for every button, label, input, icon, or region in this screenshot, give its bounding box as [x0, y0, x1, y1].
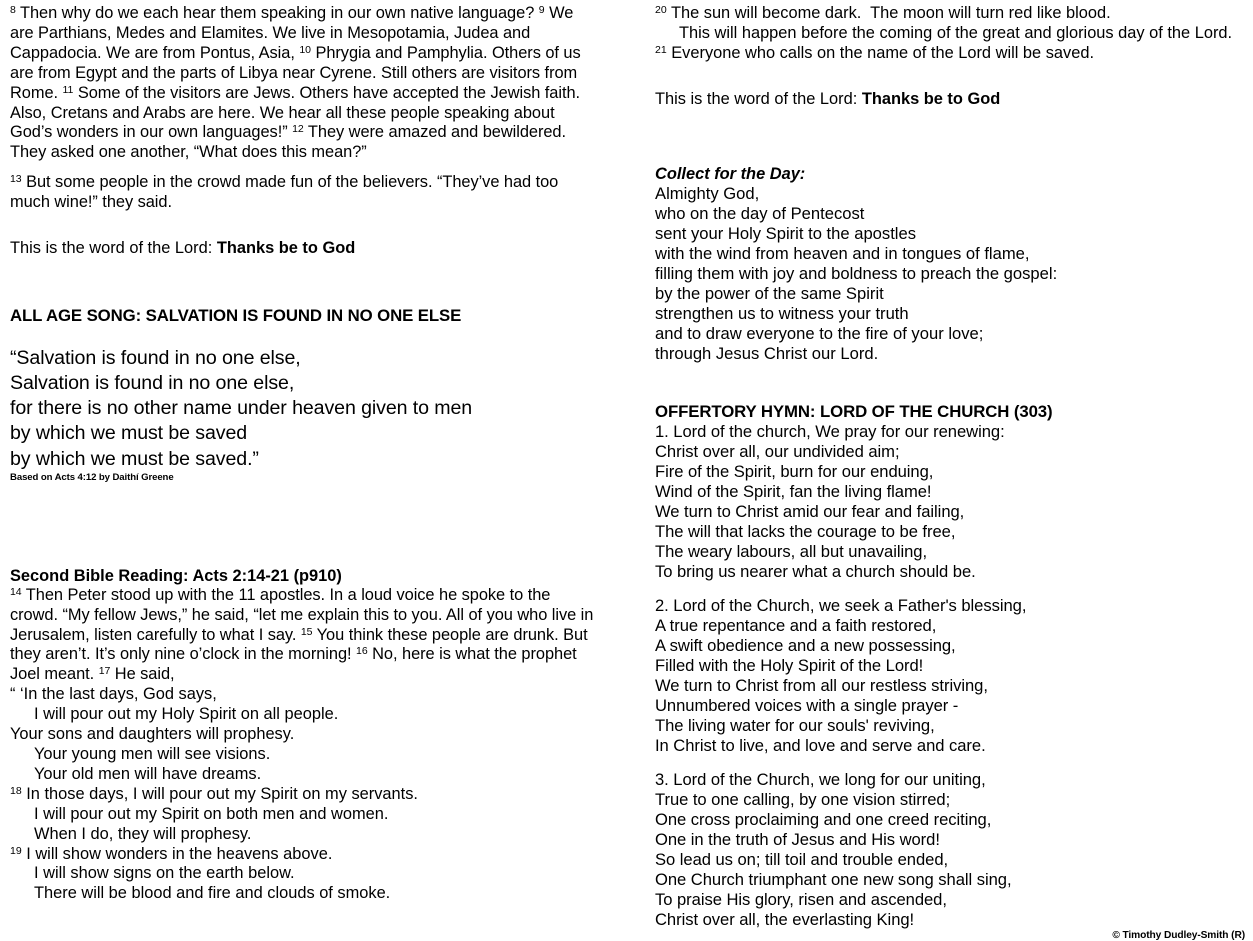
spacer — [10, 163, 600, 173]
spacer — [655, 394, 1245, 402]
collect-line: filling them with joy and boldness to preach the gospel: — [655, 264, 1058, 284]
hymn-line: One in the truth of Jesus and His word! — [655, 830, 940, 850]
hymn-line: The will that lacks the courage to be free, — [655, 522, 956, 542]
verse-number: 13 — [10, 173, 22, 186]
acts-reading-paragraph-13: $^{13}$ But some people in the crowd made fun of the believers. “They’ve had too much wine!” they said. — [10, 173, 559, 212]
collect-line: by the power of the same Spirit — [655, 284, 884, 304]
response-lead-text: This is the word of the Lord: — [10, 239, 217, 258]
verse-number: 21 — [655, 43, 667, 56]
spacer — [655, 364, 1245, 394]
spacer — [655, 582, 1245, 596]
scripture-verse-line: I will pour out my Spirit on both men and women. — [34, 804, 389, 823]
scripture-verse-line: I will show signs on the earth below. — [34, 864, 295, 883]
response-lead-text: This is the word of the Lord: — [655, 90, 862, 109]
spacer — [655, 156, 1245, 164]
scripture-verse-line: Your old men will have dreams. — [34, 764, 262, 783]
scripture-verse-line: When I do, they will prophesy. — [34, 824, 252, 843]
hymn-line: The living water for our souls' reviving, — [655, 716, 935, 736]
scripture-verse-line: There will be blood and fire and clouds of smoke. — [34, 884, 391, 903]
offertory-hymn-verses — [655, 422, 1245, 930]
song-lyric-line: Salvation is found in no one else, — [10, 371, 295, 394]
all-age-song-lyrics — [10, 346, 600, 472]
hymn-line: 1. Lord of the church, We pray for our renewing: — [655, 422, 1005, 442]
spacer — [10, 546, 600, 566]
spacer — [655, 756, 1245, 770]
verse-number: 14 — [10, 585, 22, 598]
second-reading-verse-lines — [10, 685, 600, 904]
spacer — [655, 64, 1245, 74]
collect-line: and to draw everyone to the fire of your love; — [655, 324, 984, 344]
collect-line: who on the day of Pentecost — [655, 204, 865, 224]
response-bold-text: Thanks be to God — [216, 239, 356, 258]
hymn-line: One cross proclaiming and one creed reciting, — [655, 810, 992, 830]
left-column — [10, 0, 600, 904]
hymn-verse — [655, 596, 1245, 756]
scripture-verse-line: $^{19}$ I will show wonders in the heavens above. — [10, 844, 333, 863]
hymn-line: So lead us on; till toil and trouble ended, — [655, 850, 949, 870]
hymn-line: Christ over all, the everlasting King! — [655, 910, 915, 930]
verse-number: 20 — [655, 4, 667, 16]
second-bible-reading-heading: Second Bible Reading: Acts 2:14-21 (p910) — [10, 566, 342, 585]
verse-number: 18 — [10, 784, 22, 797]
spacer — [10, 484, 600, 546]
acts-reading-paragraph-8-12: $^8$ Then why do we each hear them speaking in our own native language? $^9$ We are Parthians, Medes and Elamites. We live in Mesopotamia, Judea and Cappadocia. We are from Pontus, Asia, $^{10}$ Phrygia and Pamphylia. Others of us are from Egypt and the parts of Libya near Cyrene. Still others are visitors from Rome. $^{11}$ Some of the visitors are Jews. Others have accepted the Jewish faith. Also, Cretans and Arabs are here. We hear all these people speaking about God’s wonders in our own languages!” $^{12}$ They were amazed and bewildered. They asked one another, “What does this mean?” — [10, 4, 581, 162]
scripture-verse-line: $^{21}$ Everyone who calls on the name of the Lord will be saved. — [655, 43, 1094, 62]
scripture-verse-line: Your sons and daughters will prophesy. — [10, 725, 295, 744]
song-lyric-line: by which we must be saved — [10, 422, 248, 445]
second-reading-body: $^{14}$ Then Peter stood up with the 11 apostles. In a loud voice he spoke to the crowd. “My fellow Jews,” he said, “let me explain this to you. All of you who live in Jerusalem, listen carefully to what I say. $^{15}$ You think these people are drunk. But they aren’t. It’s only nine o’clock in the morning! $^{16}$ No, here is what the prophet Joel meant. $^{17}$ He said, — [10, 585, 594, 684]
hymn-line: A true repentance and a faith restored, — [655, 616, 937, 636]
collect-line: Almighty God, — [655, 184, 760, 204]
verse-number: 8 — [10, 4, 16, 16]
collect-line: through Jesus Christ our Lord. — [655, 344, 879, 364]
hymn-line: Fire of the Spirit, burn for our enduing, — [655, 462, 934, 482]
hymn-line: To bring us nearer what a church should be. — [655, 562, 976, 582]
collect-line: strengthen us to witness your truth — [655, 304, 909, 324]
hymn-line: To praise His glory, risen and ascended, — [655, 890, 947, 910]
hymn-line: The weary labours, all but unavailing, — [655, 542, 928, 562]
verse-number: 9 — [538, 4, 545, 16]
hymn-line: Filled with the Holy Spirit of the Lord! — [655, 656, 924, 676]
collect-line: sent your Holy Spirit to the apostles — [655, 224, 917, 244]
collect-for-the-day-text — [655, 184, 1245, 364]
scripture-verse-line: “ ‘In the last days, God says, — [10, 685, 217, 704]
scripture-verse-line: $^{18}$ In those days, I will pour out my Spirit on my servants. — [10, 784, 418, 803]
song-lyric-line: “Salvation is found in no one else, — [10, 346, 301, 369]
hymn-line: We turn to Christ amid our fear and failing, — [655, 502, 965, 522]
all-age-song-attribution: Based on Acts 4:12 by Daithí Greene — [10, 471, 174, 483]
all-age-song-heading: ALL AGE SONG: SALVATION IS FOUND IN NO ONE ELSE — [10, 305, 462, 325]
spacer — [10, 326, 600, 346]
hymn-line: 3. Lord of the Church, we long for our uniting, — [655, 770, 986, 790]
hymn-line: True to one calling, by one vision stirred; — [655, 790, 951, 810]
verse-number: 10 — [299, 43, 311, 56]
right-column — [655, 0, 1245, 941]
hymn-line: One Church triumphant one new song shall sing, — [655, 870, 1012, 890]
spacer — [655, 126, 1245, 156]
hymn-line: Christ over all, our undivided aim; — [655, 442, 900, 462]
word-of-the-lord-response-1 — [10, 239, 600, 259]
scripture-verse-line: I will pour out my Holy Spirit on all people. — [34, 705, 339, 724]
offertory-hymn-heading: OFFERTORY HYMN: LORD OF THE CHURCH (303) — [655, 402, 1053, 422]
scripture-verse-line: $^{20}$ The sun will become dark. The moon will turn red like blood. — [655, 4, 1111, 22]
collect-for-the-day-heading: Collect for the Day: — [655, 165, 806, 184]
song-lyric-line: for there is no other name under heaven given to men — [10, 397, 473, 420]
verse-number: 15 — [300, 625, 313, 638]
hymn-verse — [655, 770, 1245, 930]
verse-number: 16 — [356, 645, 368, 658]
word-of-the-lord-response-2 — [655, 90, 1245, 110]
hymn-line: In Christ to live, and love and serve and care. — [655, 736, 986, 756]
collect-line: with the wind from heaven and in tongues of flame, — [655, 244, 1030, 264]
hymn-line: Unnumbered voices with a single prayer - — [655, 696, 959, 716]
verse-number: 11 — [62, 83, 74, 96]
song-lyric-line: by which we must be saved.” — [10, 447, 259, 470]
verse-number: 19 — [10, 844, 22, 857]
offertory-hymn-copyright: © Timothy Dudley-Smith (R) — [1112, 930, 1245, 941]
hymn-verse — [655, 422, 1245, 582]
response-bold-text: Thanks be to God — [861, 90, 1001, 109]
scripture-verse-line: Your young men will see visions. — [34, 745, 271, 764]
hymn-line: A swift obedience and a new possessing, — [655, 636, 956, 656]
verse-number: 17 — [98, 665, 111, 678]
scripture-verse-line: This will happen before the coming of the great and glorious day of the Lord. — [679, 23, 1233, 42]
spacer — [10, 276, 600, 306]
hymn-line: Wind of the Spirit, fan the living flame! — [655, 482, 932, 502]
verse-number: 12 — [292, 123, 304, 136]
spacer — [10, 213, 600, 223]
hymn-line: 2. Lord of the Church, we seek a Father's blessing, — [655, 596, 1027, 616]
hymn-line: We turn to Christ from all our restless striving, — [655, 676, 988, 696]
reading-continued-verse-lines — [655, 4, 1245, 64]
